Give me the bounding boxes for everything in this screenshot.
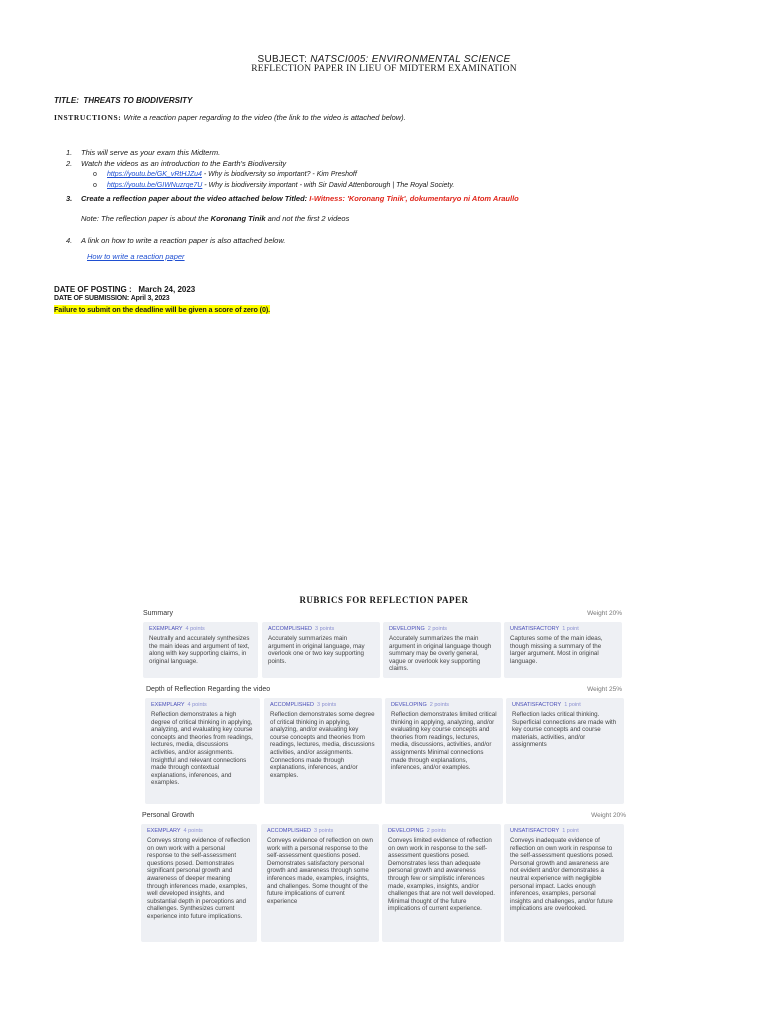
subject-course: NATSCI005: ENVIRONMENTAL SCIENCE [310, 54, 511, 65]
how-to-link-row [87, 252, 185, 261]
rubric-cell: ACCOMPLISHED 3 points Accurately summarizes main argument in original language, may overlook one or two key supporting points. [262, 622, 380, 678]
list-item: 4. A link on how to write a reaction paper is also attached below. [66, 236, 286, 245]
list-item: 1. This will serve as your exam this Midterm. [66, 148, 221, 157]
document-subtitle: REFLECTION PAPER IN LIEU OF MIDTERM EXAMINATION [251, 64, 517, 74]
instructions-text: Write a reaction paper regarding to the video (the link to the video is attached below). [123, 113, 406, 122]
weight-summary: Weight 20% [587, 610, 622, 617]
note-line: Note: The reflection paper is about the Koronang Tinik and not the first 2 videos [81, 214, 350, 223]
title-label: TITLE: [54, 96, 79, 105]
rubric-cell: ACCOMPLISHED 3 points Conveys evidence of reflection on own work with a personal response to the self-assessment questions posed. Demonstrates satisfactory personal growth and awareness through some inferences made, examples, insights, and challenges. Some thought of the future implications of current experience [261, 824, 379, 942]
rubric-cell: EXEMPLARY 4 points Conveys strong evidence of reflection on own work with a personal response to the self-assessment questions posed. Demonstrates significant personal growth and awareness of deeper meaning through inferences made, examples, well developed insights, and substantial depth in perceptions and challenges. Synthesizes current experience into future implications. [141, 824, 257, 942]
rubric-cell: UNSATISFACTORY 1 point Conveys inadequate evidence of reflection on own work in response to the self-assessment questions posed. Personal growth and awareness are not evident and/or demonstrates a neutral experience with negligible personal impact. Lacks enough inferences, examples, personal insights and challenges, and/or future implications are overlooked. [504, 824, 624, 942]
submission-date: DATE OF SUBMISSION: April 3, 2023 [54, 295, 170, 302]
video-link-item: o https://youtu.be/GK_vRtHJZu4 - Why is biodiversity so important? - Kim Preshoff [93, 171, 357, 178]
list-item: 3. Create a reflection paper about the video attached below Titled: I-Witness: 'Koronang Tinik', dokumentaryo ni Atom Araullo [66, 194, 519, 203]
video-link-item: o https://youtu.be/GIWNuzrqe7U - Why is biodiversity important - with Sir David Attenborough | The Royal Society. [93, 182, 455, 189]
title-line [54, 96, 192, 105]
section-label-summary: Summary [143, 610, 173, 617]
rubric-cell: DEVELOPING 2 points Accurately summarizes the main argument in original language though summary may be overly general, vague or overlook key supporting claims. [383, 622, 501, 678]
posting-date: DATE OF POSTING : March 24, 2023 [54, 285, 196, 294]
rubric-cell: EXEMPLARY 4 points Reflection demonstrates a high degree of critical thinking in applying, analyzing, and evaluating key course concepts and theories from readings, lectures, media, discussions activities, and/or assignments. Insightful and relevant connections made through contextual explanations, inferences, and examples. [145, 698, 260, 804]
rubric-cell: ACCOMPLISHED 3 points Reflection demonstrates some degree of critical thinking in applying, analyzing, and/or evaluating key course concepts and theories from readings, lectures, media, discussions activities, and/or assignments. Connections made through explanations, inferences, and/or examples. [264, 698, 382, 804]
how-to-write-link[interactable]: How to write a reaction paper [87, 252, 185, 261]
section-label-personal-growth: Personal Growth [142, 812, 195, 819]
list-item: 2. Watch the videos as an introduction to the Earth's Biodiversity [66, 159, 287, 168]
rubric-title: RUBRICS FOR REFLECTION PAPER [299, 595, 469, 605]
subject-prefix: SUBJECT: [257, 54, 311, 65]
rubric-cell: DEVELOPING 2 points Conveys limited evidence of reflection on own work in response to the self-assessment questions posed. Demonstrates less than adequate personal growth and awareness through few or simplistic inferences made, examples, insights, and/or challenges that are not well developed. Minimal thought of the future implications of current experience. [382, 824, 501, 942]
weight-personal-growth: Weight 20% [591, 812, 626, 819]
section-label-depth: Depth of Reflection Regarding the video [146, 686, 271, 693]
documentary-title: I-Witness: 'Koronang Tinik', dokumentaryo ni Atom Araullo [309, 194, 519, 203]
weight-depth: Weight 25% [587, 686, 622, 693]
rubric-cell: UNSATISFACTORY 1 point Reflection lacks critical thinking. Superficial connections are made with key course concepts and course materials, activities, and/or assignments [506, 698, 624, 804]
instructions-label: INSTRUCTIONS: [54, 113, 122, 122]
rubric-cell: UNSATISFACTORY 1 point Captures some of the main ideas, though missing a summary of the larger argument. Most in original language. [504, 622, 622, 678]
deadline-warning: Failure to submit on the deadline will be given a score of zero (0). [54, 305, 271, 314]
video-link-1[interactable]: https://youtu.be/GK_vRtHJZu4 [107, 171, 202, 178]
title-value: THREATS TO BIODIVERSITY [83, 96, 193, 105]
video-link-2[interactable]: https://youtu.be/GIWNuzrqe7U [107, 182, 203, 189]
instructions-line [54, 113, 406, 122]
rubric-cell: DEVELOPING 2 points Reflection demonstrates limited critical thinking in applying, analyzing, and/or evaluating key course concepts and theories from readings, lectures, media, discussions, activities, and/or assignments Minimal connections made through explanations, inferences, and/or examples. [385, 698, 503, 804]
rubric-cell: EXEMPLARY 4 points Neutrally and accurately synthesizes the main ideas and argument of text, along with key supporting claims, in original language. [143, 622, 258, 678]
